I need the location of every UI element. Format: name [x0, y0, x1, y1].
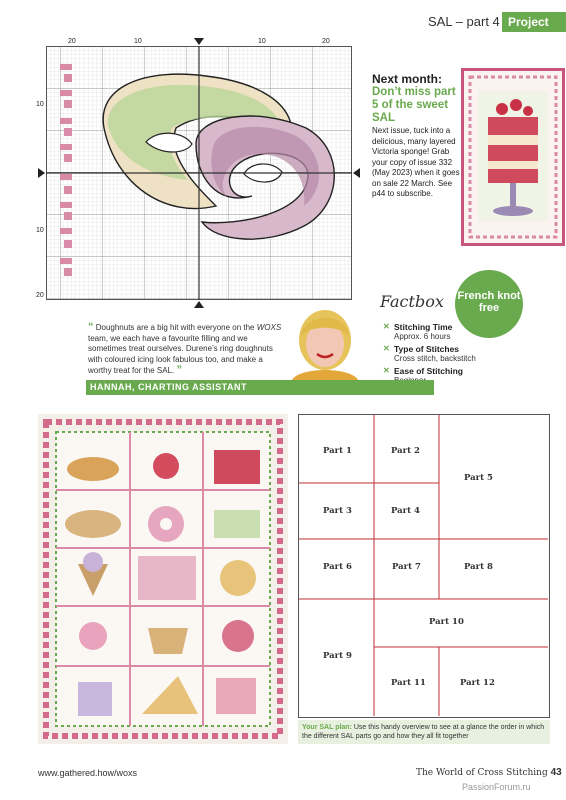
next-month-body: Next issue, tuck into a delicious, many layered Victoria sponge! Grab your copy of issue 332 (May 2023) when it goes on sale 22 March. See p44 to subscribe. — [372, 126, 460, 198]
plan-part-7: Part 7 — [392, 562, 421, 572]
plan-part-6: Part 6 — [323, 562, 352, 572]
plan-part-2: Part 2 — [391, 446, 420, 456]
cross-stitch-chart — [46, 46, 352, 300]
next-month-image — [461, 68, 565, 246]
plan-part-12: Part 12 — [460, 678, 495, 688]
plan-part-5: Part 5 — [464, 473, 493, 483]
centre-arrow-right — [352, 168, 360, 178]
plan-part-1: Part 1 — [323, 446, 352, 456]
factbox-label: Ease of Stitching — [394, 366, 463, 376]
quote-part: Doughnuts are a big hit with everyone on the — [95, 323, 257, 332]
plan-part-11: Part 11 — [391, 678, 426, 688]
chart-side-label: 10 — [36, 227, 44, 234]
caption-text: Use this handy overview to see at a glance the order in which the different SAL parts go and how they all fit together — [302, 724, 545, 740]
quote-text — [88, 322, 288, 377]
cross-icon: ✕ — [383, 322, 390, 331]
plan-part-3: Part 3 — [323, 506, 352, 516]
plan-part-8: Part 8 — [464, 562, 493, 572]
plan-caption — [298, 720, 550, 744]
cross-icon: ✕ — [383, 344, 390, 353]
french-knot-free-badge: French knot free — [455, 270, 523, 338]
chart-grid — [46, 46, 352, 300]
plan-part-9: Part 9 — [323, 651, 352, 661]
centre-arrow-top — [194, 38, 204, 46]
section-tab: Project — [502, 12, 566, 32]
quote-emphasis: WOXS — [256, 323, 282, 332]
chart-top-label: 20 — [68, 38, 76, 45]
next-month-subtitle: Don’t miss part 5 of the sweet SAL — [372, 86, 456, 124]
quote-end-mark: ” — [176, 364, 182, 376]
footer-magazine — [416, 767, 562, 778]
factbox-label: Stitching Time — [394, 322, 453, 332]
chart-side-label: 20 — [36, 292, 44, 299]
chart-top-label: 20 — [322, 38, 330, 45]
section-title: SAL – part 4 — [428, 14, 500, 29]
quote-attribution: HANNAH, CHARTING ASSISTANT — [86, 380, 434, 395]
page-number: 43 — [550, 767, 562, 778]
portrait-photo — [285, 300, 433, 382]
footer-url[interactable]: www.gathered.how/woxs — [38, 768, 138, 778]
plan-part-10: Part 10 — [429, 617, 464, 627]
centre-arrow-left — [38, 168, 46, 178]
chart-top-label: 10 — [134, 38, 142, 45]
quote-part: team, we each have a favourite filling and we sometimes treat ourselves. Durene’s ring doughnuts with coloured icing look fabulous too, and make a worthy treat for the SAL. — [88, 333, 273, 375]
factbox-value: Cross stitch, backstitch — [394, 354, 476, 363]
magazine-name: The World of Cross Stitching — [416, 768, 548, 778]
chart-top-label: 10 — [258, 38, 266, 45]
quote-mark: “ — [88, 321, 94, 333]
next-month-title: Next month: — [372, 72, 442, 86]
watermark: PassionForum.ru — [462, 782, 531, 792]
caption-lead: Your SAL plan: — [302, 724, 352, 731]
cross-icon: ✕ — [383, 366, 390, 375]
factbox-label: Type of Stitches — [394, 344, 460, 354]
chart-side-label: 10 — [36, 101, 44, 108]
factbox-value: Approx. 6 hours — [394, 332, 451, 341]
factbox-title: Factbox — [380, 292, 444, 311]
centre-arrow-bottom — [194, 300, 204, 308]
plan-part-4: Part 4 — [391, 506, 420, 516]
finished-sampler-image — [38, 414, 288, 744]
